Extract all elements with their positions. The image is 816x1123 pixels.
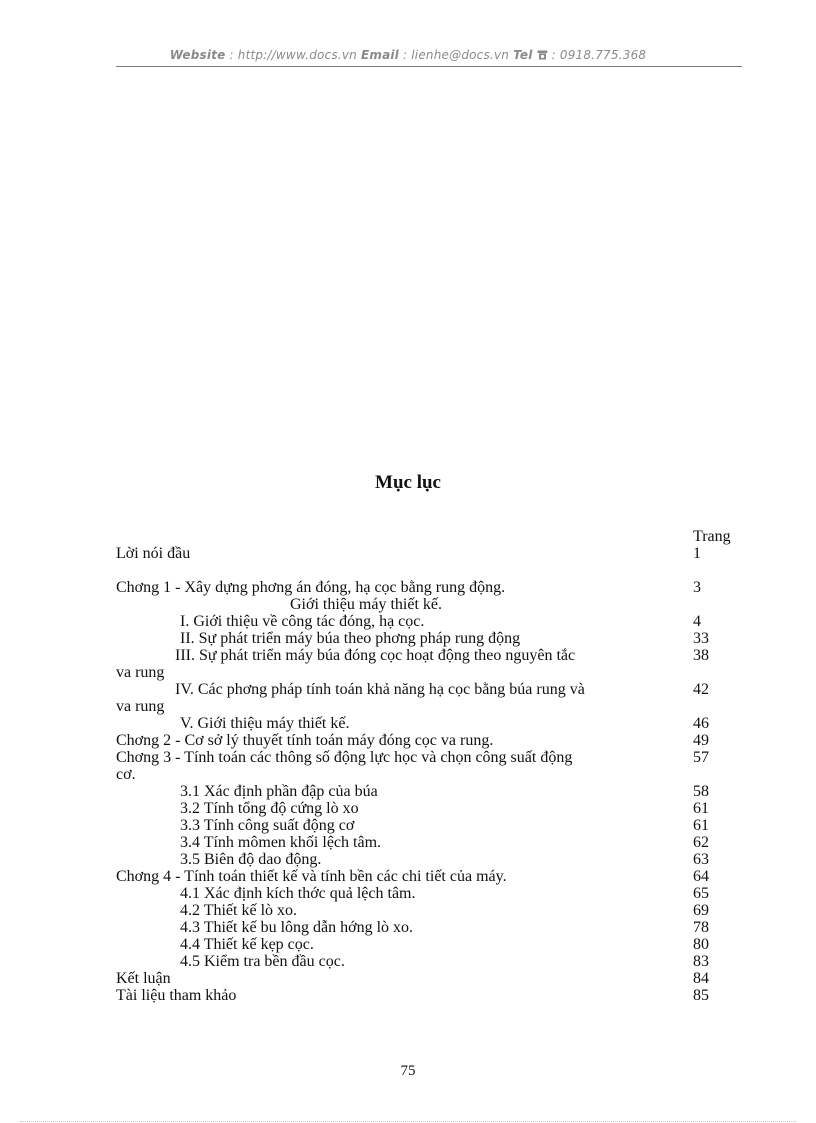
website-value: : http://www.docs.vn xyxy=(229,48,357,62)
toc-entry-label: 3.1 Xác định phần đập của búa xyxy=(180,783,378,800)
toc-entry-label: Chơng 3 - Tính toán các thông số động lực học và chọn công suất động xyxy=(116,749,573,766)
toc-entry-page: 61 xyxy=(693,800,709,817)
page-title: Mục lục xyxy=(375,472,441,493)
toc-entry-label: Chơng 4 - Tính toán thiết kế và tính bền các chi tiết của máy. xyxy=(116,868,507,885)
toc-entry xyxy=(0,953,816,970)
toc-entry-page: 1 xyxy=(693,545,701,562)
toc-entry-page: 69 xyxy=(693,902,709,919)
toc-entry xyxy=(0,783,816,800)
toc-entry-label: I. Giới thiệu về công tác đóng, hạ cọc. xyxy=(180,613,425,630)
toc-entry-label: Tài liệu tham khảo xyxy=(116,987,237,1004)
toc-entry xyxy=(0,800,816,817)
toc-entry-label: 3.4 Tính mômen khối lệch tâm. xyxy=(180,834,382,851)
toc-entry-label: 4.3 Thiết kế bu lông dẫn hớng lò xo. xyxy=(180,919,414,936)
toc-entry-label: IV. Các phơng pháp tính toán khả năng hạ cọc bằng búa rung và xyxy=(175,681,585,698)
toc-entry-page: 61 xyxy=(693,817,709,834)
toc-entry xyxy=(0,885,816,902)
toc-entry-page: 57 xyxy=(693,749,709,766)
toc-entry-page: 84 xyxy=(693,970,709,987)
toc-entry xyxy=(0,664,816,681)
toc-entry xyxy=(0,613,816,630)
toc-entry xyxy=(0,919,816,936)
page-column-header: Trang xyxy=(693,528,731,545)
tel-value: : 0918.775.368 xyxy=(551,48,647,62)
toc-entry-label: cơ. xyxy=(116,766,136,783)
toc-entry-label: 3.2 Tính tổng độ cứng lò xo xyxy=(180,800,359,817)
toc-entry-label: 4.2 Thiết kế lò xo. xyxy=(180,902,298,919)
website-label: Website xyxy=(169,48,226,62)
toc-entry xyxy=(0,987,816,1004)
tel-label: Tel xyxy=(513,48,533,62)
toc-entry-page: 62 xyxy=(693,834,709,851)
toc-entry-label: 4.4 Thiết kế kẹp cọc. xyxy=(180,936,314,953)
toc-entry-page: 63 xyxy=(693,851,709,868)
toc-entry xyxy=(0,868,816,885)
email-value: : lienhe@docs.vn xyxy=(403,48,510,62)
toc-entry xyxy=(0,681,816,698)
toc-entry-label: II. Sự phát triển máy búa theo phơng pháp rung động xyxy=(180,630,521,647)
toc-entry-page: 64 xyxy=(693,868,709,885)
toc-entry-page: 3 xyxy=(693,579,701,596)
email-label: Email xyxy=(360,48,399,62)
toc-entry-label: 3.3 Tính công suất động cơ xyxy=(180,817,355,834)
toc-entry-label: 4.1 Xác định kích thớc quả lệch tâm. xyxy=(180,885,416,902)
toc-entry xyxy=(0,766,816,783)
toc-entry-page: 46 xyxy=(693,715,709,732)
toc-entry-page: 42 xyxy=(693,681,709,698)
toc-entry-label: Kết luận xyxy=(116,970,171,987)
toc-entry xyxy=(0,579,816,596)
toc-entry-label: 3.5 Biên độ dao động. xyxy=(180,851,322,868)
toc-entry-label: Chơng 2 - Cơ sở lý thuyết tính toán máy đóng cọc va rung. xyxy=(116,732,494,749)
toc-entry-page: 49 xyxy=(693,732,709,749)
toc-entry xyxy=(0,851,816,868)
toc-entry xyxy=(0,698,816,715)
toc-entry xyxy=(0,834,816,851)
toc-entry-label: Chơng 1 - Xây dựng phơng án đóng, hạ cọc bằng rung động. xyxy=(116,579,506,596)
toc-entry xyxy=(0,596,816,613)
toc-entry-page: 65 xyxy=(693,885,709,902)
toc-entry-label: III. Sự phát triển máy búa đóng cọc hoạt động theo nguyên tắc xyxy=(175,647,576,664)
toc-entry-page: 85 xyxy=(693,987,709,1004)
toc-entry xyxy=(0,749,816,766)
toc-entry-label: Lời nói đầu xyxy=(116,545,191,562)
toc-entry-page: 33 xyxy=(693,630,709,647)
toc-entry-label: Giới thiệu máy thiết kế. xyxy=(290,596,442,613)
toc-entry xyxy=(0,630,816,647)
toc-entry-label: 4.5 Kiểm tra bền đầu cọc. xyxy=(180,953,345,970)
bottom-divider xyxy=(20,1121,796,1122)
toc-entry xyxy=(0,647,816,664)
toc-entry-label: V. Giới thiệu máy thiết kế. xyxy=(180,715,350,732)
toc-entry xyxy=(0,715,816,732)
toc-entry-page: 38 xyxy=(693,647,709,664)
toc-entry xyxy=(0,902,816,919)
page-number: 75 xyxy=(400,1063,416,1079)
toc-entry-page: 78 xyxy=(693,919,709,936)
toc-entry xyxy=(0,732,816,749)
toc-entry xyxy=(0,970,816,987)
toc-entry-page: 4 xyxy=(693,613,701,630)
toc-entry-label: va rung xyxy=(116,698,165,715)
toc-entry-page: 83 xyxy=(693,953,709,970)
toc-entry xyxy=(0,817,816,834)
toc-entry xyxy=(0,936,816,953)
toc-entry xyxy=(0,545,816,562)
toc-entry-page: 58 xyxy=(693,783,709,800)
toc-entry-label: va rung xyxy=(116,664,165,681)
toc-entry-page: 80 xyxy=(693,936,709,953)
